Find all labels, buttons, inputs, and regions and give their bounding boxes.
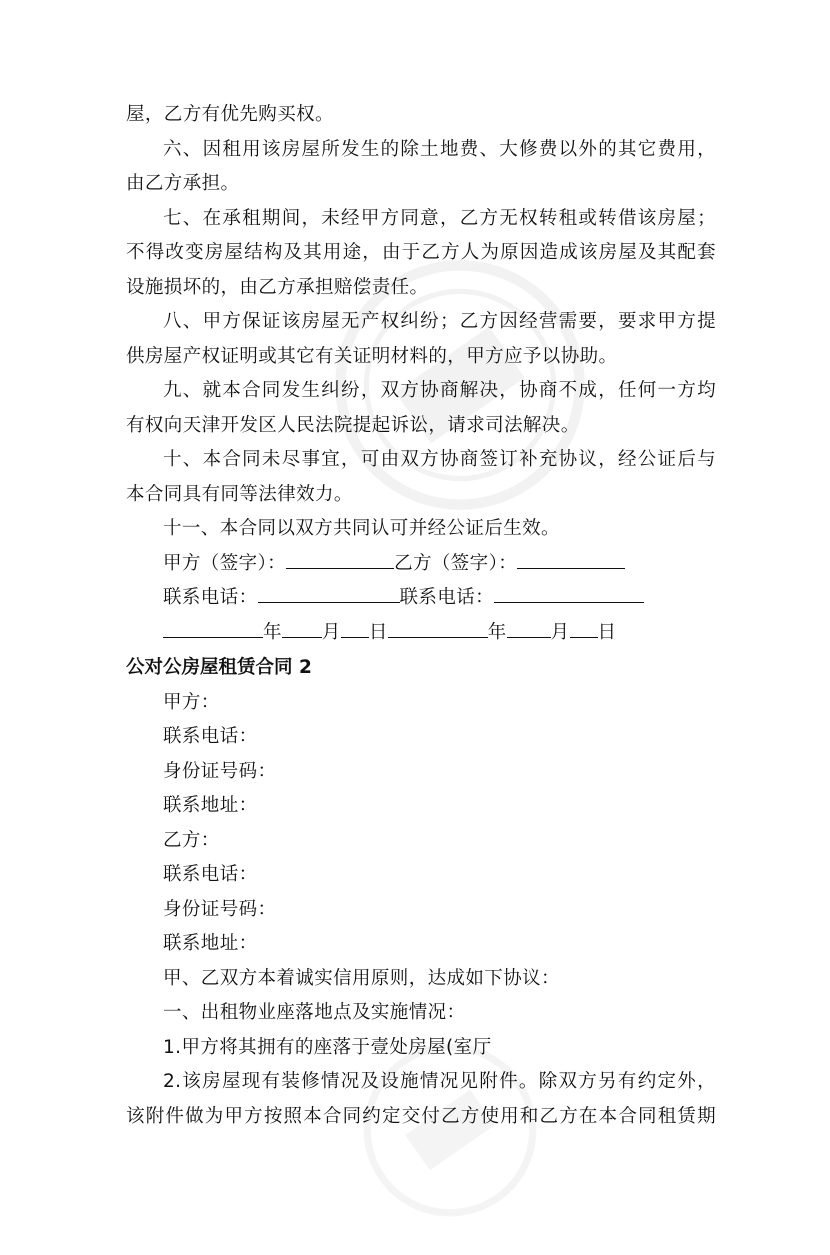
day-b-label: 日 (597, 621, 617, 643)
party-a-phone-field: 联系电话： (163, 726, 258, 747)
clause-11-line-1: 十一、本合同以双方共同认可并经公证后生效。 (163, 518, 560, 539)
month-b-blank[interactable] (507, 617, 551, 638)
signature-row (126, 547, 716, 582)
clause-6-line-2: 由乙方承担。 (126, 173, 240, 194)
day-a-blank[interactable] (341, 617, 369, 638)
clause-6-line-1: 六、因租用该房屋所发生的除土地费、大修费以外的其它费用， (163, 138, 716, 160)
day-a-label: 日 (368, 621, 388, 643)
year-b-label: 年 (487, 621, 507, 643)
party-a-address-field: 联系地址： (163, 795, 258, 816)
party-b-id-field: 身份证号码： (163, 898, 277, 920)
clause-9-line-1: 九、就本合同发生纠纷，双方协商解决，协商不成，任何一方均 (163, 380, 716, 401)
paragraph-line: 屋，乙方有优先购买权。 (126, 104, 334, 125)
month-a-label: 月 (321, 621, 341, 643)
year-a-blank[interactable] (163, 617, 263, 638)
item-2-line-2: 该附件做为甲方按照本合同约定交付乙方使用和乙方在本合同租赁期 (126, 1105, 716, 1127)
phone-b-label: 联系电话： (399, 587, 495, 608)
month-b-label: 月 (550, 621, 570, 643)
party-b-phone-field: 联系电话： (163, 864, 258, 885)
item-2-line-1: 2.该房屋现有装修情况及设施情况见附件。除双方另有约定外， (163, 1071, 716, 1092)
phone-a-blank[interactable] (258, 582, 400, 603)
phone-row (126, 581, 716, 616)
party-a-sign-blank[interactable] (286, 548, 394, 569)
clause-7-line-1: 七、在承租期间，未经甲方同意，乙方无权转租或转借该房屋； (163, 207, 716, 229)
phone-b-blank[interactable] (494, 582, 644, 603)
contract-2-title: 公对公房屋租赁合同 2 (126, 657, 312, 678)
document-body (126, 98, 716, 1134)
party-a-sign-label: 甲方（签字）： (163, 552, 287, 574)
party-b-address-field: 联系地址： (163, 933, 258, 954)
clause-8-line-1: 八、甲方保证该房屋无产权纠纷；乙方因经营需要，要求甲方提 (163, 311, 716, 332)
party-b-field: 乙方： (163, 829, 220, 851)
party-a-id-field: 身份证号码： (163, 760, 277, 782)
clause-9-line-2: 有权向天津开发区人民法院提起诉讼，请求司法解决。 (126, 414, 580, 436)
party-b-sign-label: 乙方（签字）： (394, 552, 518, 574)
intro-paragraph: 甲、乙双方本着诚实信用原则，达成如下协议： (163, 967, 560, 989)
section-1-heading: 一、出租物业座落地点及实施情况： (163, 1002, 466, 1023)
year-b-blank[interactable] (388, 617, 488, 638)
month-a-blank[interactable] (282, 617, 322, 638)
phone-a-label: 联系电话： (163, 587, 258, 608)
day-b-blank[interactable] (570, 617, 598, 638)
year-a-label: 年 (263, 621, 282, 643)
date-row (126, 616, 716, 651)
item-1-line: 1.甲方将其拥有的座落于壹处房屋(室厅 (163, 1036, 492, 1058)
clause-8-line-2: 供房屋产权证明或其它有关证明材料的，甲方应予以协助。 (126, 345, 618, 367)
clause-10-line-2: 本合同具有同等法律效力。 (126, 483, 353, 505)
clause-7-line-2: 不得改变房屋结构及其用途，由于乙方人为原因造成该房屋及其配套 (126, 242, 716, 263)
party-a-field: 甲方： (163, 691, 220, 713)
clause-7-line-3: 设施损坏的，由乙方承担赔偿责任。 (126, 276, 429, 298)
clause-10-line-1: 十、本合同未尽事宜，可由双方协商签订补充协议，经公证后与 (163, 449, 716, 470)
party-b-sign-blank[interactable] (517, 548, 625, 569)
